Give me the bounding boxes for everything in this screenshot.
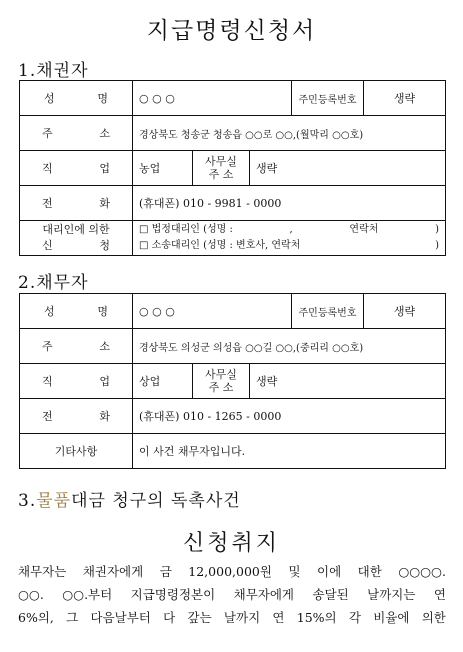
debtor-phone-value: (휴대폰) 010 - 1265 - 0000: [133, 399, 446, 434]
creditor-office-value: 생략: [250, 151, 446, 186]
debtor-address-label: 주 소: [20, 329, 133, 364]
debtor-heading: 2.채무자: [18, 273, 89, 293]
creditor-heading: 1.채권자: [18, 61, 89, 81]
debtor-etc-label: 기타사항: [20, 434, 133, 469]
claim-word: 비율에: [373, 610, 410, 625]
claim-line-1: [18, 560, 446, 583]
claim-line-3: [18, 606, 446, 629]
debtor-name-value: ○ ○ ○: [133, 294, 292, 329]
creditor-rrn-value: 생략: [364, 81, 446, 116]
claim-word: 12,000,000원: [188, 564, 272, 579]
creditor-name-value: ○ ○ ○: [133, 81, 292, 116]
claim-word: 다음날부터: [90, 610, 151, 625]
claim-word: 다: [163, 610, 176, 625]
claim-paragraph: [18, 560, 446, 629]
claim-word: 채권자에게: [82, 564, 144, 579]
debtor-rrn-value: 생략: [364, 294, 446, 329]
creditor-table: [19, 80, 446, 256]
claim-word: 6%의,: [18, 610, 54, 625]
claim-line-2: [18, 583, 446, 606]
creditor-phone-label: 전 화: [20, 186, 133, 221]
claim-word: 15%의: [296, 610, 337, 625]
claim-word: 의한: [421, 610, 446, 625]
claim-word: 날까지는: [367, 587, 416, 602]
claim-title: 신청취지: [182, 531, 280, 556]
claim-word: 대한: [357, 564, 382, 579]
claim-word: 금: [159, 564, 172, 579]
claim-word: 채무자에게: [233, 587, 295, 602]
litigation-agent-line: □ 소송대리인 (성명 : 변호사, 연락처 ): [139, 240, 439, 251]
debtor-office-value: 생략: [250, 364, 446, 399]
case-heading: 3.물품대금 청구의 독촉사건: [18, 491, 241, 511]
claim-word: 채무자는: [18, 564, 67, 579]
debtor-name-label: 성 명: [20, 294, 133, 329]
debtor-etc-value: 이 사건 채무자입니다.: [133, 434, 446, 469]
claim-word: 지급명령정본이: [130, 587, 216, 602]
creditor-phone-value: (휴대폰) 010 - 9981 - 0000: [133, 186, 446, 221]
debtor-phone-label: 전 화: [20, 399, 133, 434]
claim-word: 이에: [317, 564, 342, 579]
document-title: 지급명령신청서: [146, 18, 317, 44]
debtor-table: [19, 293, 446, 469]
claim-word: 연: [433, 587, 446, 602]
creditor-agent-value: [133, 221, 446, 256]
claim-word: 그: [66, 610, 79, 625]
debtor-job-label: 직 업: [20, 364, 133, 399]
claim-word: 갚는: [187, 610, 212, 625]
creditor-agent-label: 대리인에 의한 신 청: [20, 221, 133, 256]
creditor-address-label: 주 소: [20, 116, 133, 151]
creditor-job-value: 농업: [133, 151, 193, 186]
debtor-job-value: 상업: [133, 364, 193, 399]
debtor-rrn-label: 주민등록번호: [292, 294, 364, 329]
claim-word: ○○.: [18, 587, 44, 602]
claim-word: 및: [288, 564, 301, 579]
case-heading-product: 물품: [36, 491, 72, 511]
debtor-office-label: 사무실 주 소: [193, 364, 250, 399]
creditor-name-label: 성 명: [20, 81, 133, 116]
legal-agent-line: □ 법정대리인 (성명 : , 연락처 ): [139, 224, 439, 235]
debtor-address-value: 경상북도 의성군 의성읍 ○○길 ○○,(중리리 ○○호): [133, 329, 446, 364]
claim-word: 연: [272, 610, 285, 625]
creditor-address-value: 경상북도 청송군 청송읍 ○○로 ○○,(월막리 ○○호): [133, 116, 446, 151]
claim-word: 송달된: [312, 587, 349, 602]
claim-word: ○○○○.: [398, 564, 446, 579]
creditor-job-label: 직 업: [20, 151, 133, 186]
claim-word: 날까지: [223, 610, 261, 625]
claim-word: ○○.부터: [62, 587, 113, 602]
creditor-rrn-label: 주민등록번호: [292, 81, 364, 116]
creditor-office-label: 사무실 주 소: [193, 151, 250, 186]
claim-word: 각: [348, 610, 361, 625]
